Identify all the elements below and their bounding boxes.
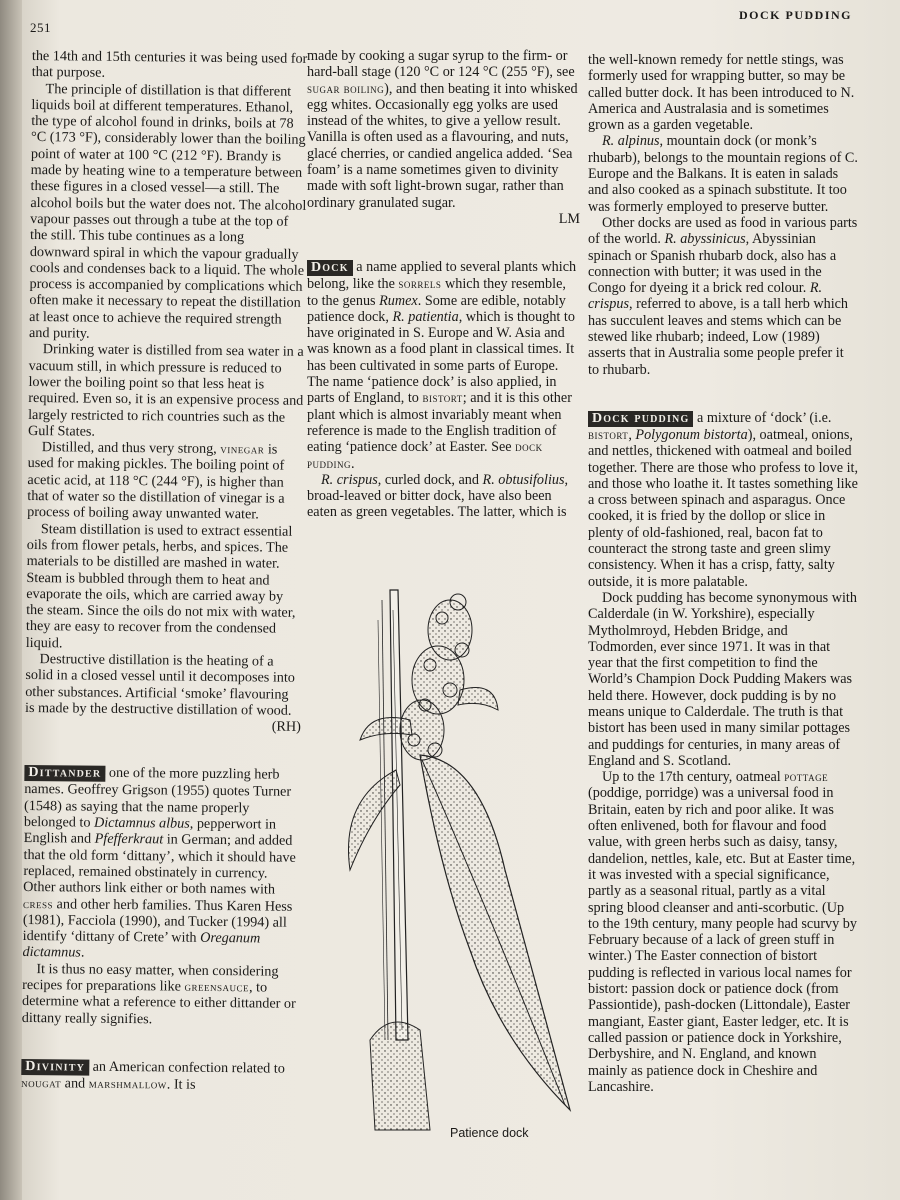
paragraph: the well-known remedy for nettle stings, was formerly used for wrapping butter, so may be called butter dock. It has been introduced to N. America and Australasia and is sometimes grown as a garden vegetable. [588,52,855,134]
column-2 [307,48,580,521]
paragraph: the 14th and 15th centuries it was being used for that purpose. [31,48,308,82]
paragraph: Distilled, and thus very strong, vinegar is used for making pickles. The boiling point of acetic acid, at 118 °C (244 °F), is higher than that of water so the distillation of vinegar is a process of boiling away unwanted water. [27,439,285,523]
headword: Divinity [21,1059,89,1076]
cross-reference: greensauce [184,979,250,995]
page-number: 251 [30,20,51,35]
paragraph: Other docks are used as food in various parts of the world. R. abyssinicus, Abyssinian spinach or Spanish rhubarb dock, also has a connection with butter; it was used in the Congo for dyeing it a brick red colour. R. crispus, referred to above, is a tall herb which has succulent leaves and stems which can be stewed like rhubarb; indeed, Low (1989) asserts that in Australia some people prefer it to rhubarb. [588,214,858,378]
paragraph: made by cooking a sugar syrup to the firm- or hard-ball stage (120 °C or 124 °C (255 °F), see sugar boiling), and then beating it into whisked egg whites. Occasionally egg yolks are used instead of the whites, to give a yellow result. Vanilla is often used as a flavouring, and nuts, glacé cherries, or candied angelica added. ‘Sea foam’ is a name sometimes given to divinity made with soft light-brown sugar, rather than ordinary granulated sugar. LM [307,48,580,227]
author-initials: LM [558,210,580,227]
cross-reference: dock pudding [307,440,543,471]
cross-reference: sugar boiling [307,81,385,96]
patience-dock-illustration [330,570,580,1145]
cross-reference: bistort [588,427,629,442]
paragraph: Divinity an American confection related to nougat and marshmallow. It is [21,1058,285,1093]
author-initials: (RH) [271,718,301,736]
headword: Dock [307,260,353,276]
page-gutter [0,0,22,1200]
column-1 [21,48,308,1094]
cross-reference: marshmallow [88,1076,167,1092]
stem-sheath [370,1022,430,1130]
paragraph: Dock a name applied to several plants which belong, like the sorrels which they resemble, to the genus Rumex. Some are edible, notably patience dock, R. patientia, which is thought to have originated in S. Europe and W. Asia and was known as a food plant in classical times. It has been cultivated in some parts of Europe. The name ‘patience dock’ is also applied, in parts of England, to bistort; and it is this other plant which is almost invariably meant when reference is made to the English tradition of eating ‘patience dock’ at Easter. See dock pudding. [307,259,577,472]
running-head: DOCK PUDDING [739,8,852,22]
figure-caption: Patience dock [450,1126,529,1140]
paragraph: Dock pudding has become synonymous with Calderdale (in W. Yorkshire), especially Mytholmroyd, Hebden Bridge, and Todmorden, ever since 1971. It was in that year that the first competition to find the World’s Champion Dock Pudding Makers was held there. However, dock pudding is by no means unique to Calderdale. The truth is that bistort has been used in many similar pottages and puddings for centuries, in many areas of England and S. Scotland. [588,589,857,769]
paragraph: Drinking water is distilled from sea water in a vacuum still, in which pressure is reduced to lower the boiling point so that less heat is required. Even so, it is an expensive process and largely restricted to rich countries such as the Gulf States. [27,341,304,440]
column-3 [588,52,858,1095]
headword: Dock pudding [588,411,693,427]
entry-dock-pudding [588,410,858,1095]
cross-reference: vinegar [220,442,265,457]
stem [390,590,408,1040]
cross-reference: sorrels [398,277,442,292]
paragraph: It is thus no easy matter, when considering recipes for preparations like greensauce, to determine what a reference to either dittander or dittany really signifies. [21,960,296,1027]
cross-reference: pottage [784,770,829,785]
paragraph: The principle of distillation is that different liquids boil at different temperatures. Ethanol, the type of alcohol found in drinks, boils at 78 °C (173 °F), considerably lower than the boiling point of water at 100 °C (212 °F). Brandy is made by heating wine to a temperature between these figures in a closed vessel—a still. The alcohol boils but the water does not. The alcohol vapour passes out through a tube at the top of the still. This tube continues as a long downward spiral in which the vapour gradually cools and condenses back to a liquid. The whole process is accompanied by complications which often make it necessary to repeat the distillation at least once to achieve the required strength and purity. [28,80,307,342]
paragraph: Dittander one of the more puzzling herb names. Geoffrey Grigson (1955) quotes Turner (1548) as saying that the name properly belonged to Dictamnus albus, pepperwort in English and Pfefferkraut in German; and added that the old form ‘dittany’, which it should have replaced, remained obstinately in currency. Other authors link either or both names with cress and other herb families. Thus Karen Hess (1981), Facciola (1990), and Tucker (1994) all identify ‘dittany of Crete’ with Oreganum dictamnus. [22,765,296,962]
cross-reference: bistort [422,391,463,406]
entry-dittander [22,764,301,1028]
paragraph: Steam distillation is used to extract essential oils from flower petals, herbs, and spices. The materials to be distilled are mashed in water. Steam is bubbled through them to heat and evaporate the oils, which are carried away by the steam. Since the oils do not mix with water, they are easy to recover from the condensed liquid. [25,520,296,652]
plant-drawing [330,570,580,1145]
paragraph: Destructive distillation is the heating of a solid in a closed vessel until it decomposes into other substances. Artificial ‘smoke’ flavouring is made by the destructive distillation of wood. (RH) [25,651,301,736]
paragraph: R. alpinus, mountain dock (or monk’s rhubarb), belongs to the mountain regions of C. Europe and the Balkans. It is eaten in salads and also cooked as a spinach substitute. It too was formerly employed to preserve butter. [588,133,858,215]
cross-reference: nougat [21,1075,62,1091]
paragraph: Up to the 17th century, oatmeal pottage (poddige, porridge) was a universal food in Britain, eaten by rich and poor alike. It was often enlivened, both for flavour and food value, with green herbs such as daisy, tansy, dandelion, nettles, kale, etc. But at Easter time, it was invested with a special significance, partly as a seasonal ritual, partly as a vital spring blood cleanser and anti-scorbutic. (Up to the 19th century, many people had scurvy by February because of a lack of green stuff in winter.) The Easter connection of bistort pudding is reflected in various local names for bistort: passion dock or patience dock (from Passiontide), pash-docken (Littondale), Easter mangiant, Easter giant, Easter ledger, etc. It is called passion or patience dock in Yorkshire, Derbyshire, and N. England, and known mainly as patience dock in Cheshire and Lancashire. [588,769,857,1095]
left-leaf [348,770,400,870]
entry-divinity [21,1058,297,1094]
entry-dock [307,259,580,520]
cross-reference: cress [22,896,54,911]
paragraph: Dock pudding a mixture of ‘dock’ (i.e. bistort, Polygonum bistorta), oatmeal, onions, and nettles, thickened with oatmeal and boiled together. There are those who profess to love it, and those who loathe it. It tastes something like a cross between spinach and asparagus. Once cooked, it is fried by the dollop or slice in plenty of old-fashioned, real, bacon fat to counteract the strong taste and green slimy consistency. When it has a crisp, fatty, salty outside, it is more palatable. [588,409,859,590]
headword: Dittander [24,765,105,782]
paragraph: R. crispus, curled dock, and R. obtusifolius, broad-leaved or bitter dock, have also been eaten as green vegetables. The latter, which is [307,471,569,521]
